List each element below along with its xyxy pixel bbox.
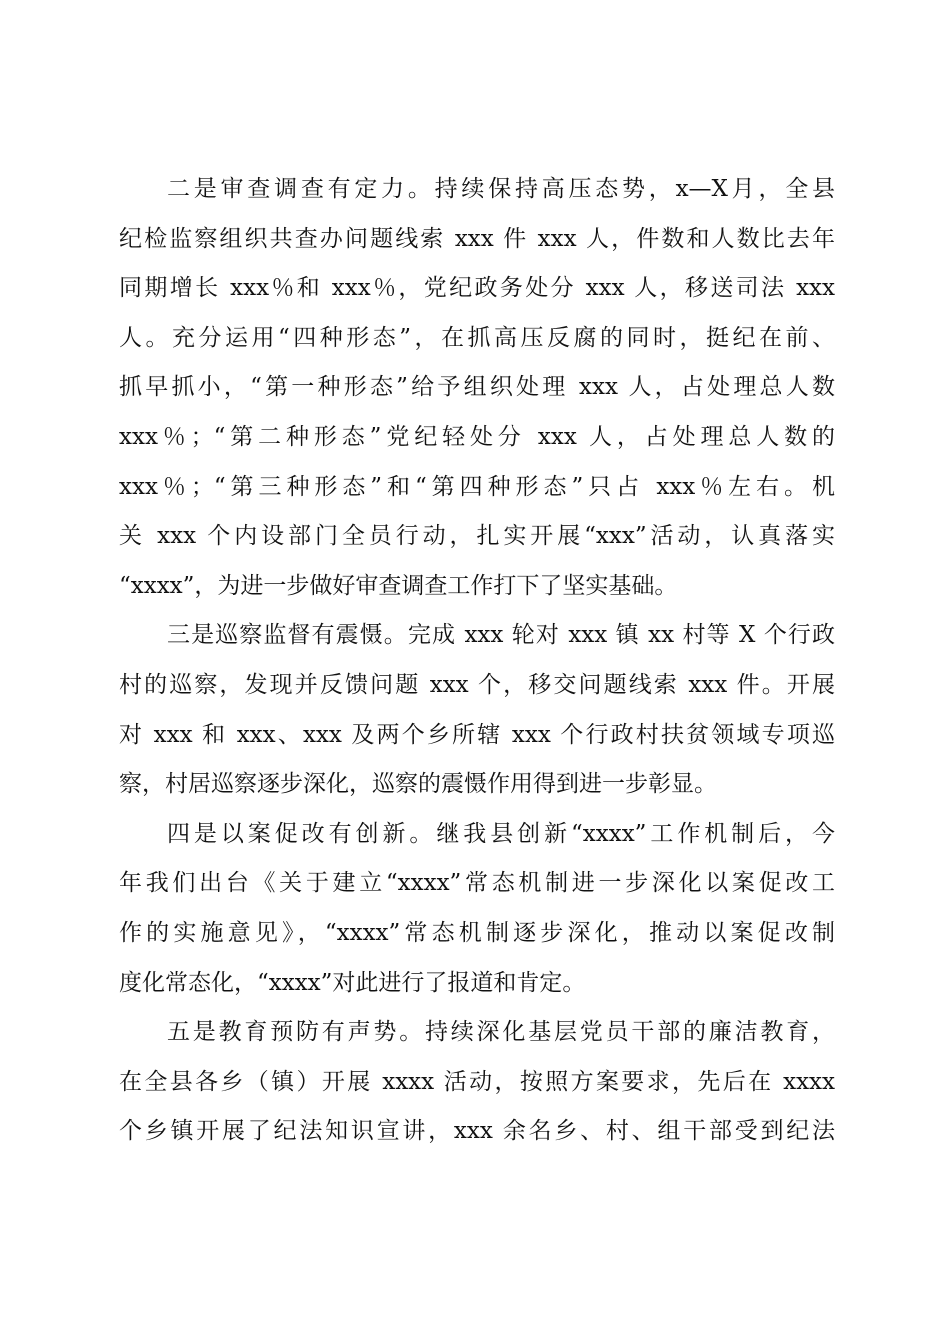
text-line: 度化常态化，“xxxx”对此进行了报道和肯定。 [119,969,586,996]
text-line: xxx％；“第三种形态”和“第四种形态”只占 xxx％左右。机 [119,473,835,500]
paragraph-review-investigation [119,165,835,611]
text-line: 察，村居巡察逐步深化，巡察的震慑作用得到进一步彰显。 [119,771,717,798]
text-line: 三是巡察监督有震慑。完成 xxx 轮对 xxx 镇 xx 村等 X 个行政 [167,622,835,649]
paragraph-inspection-supervision [119,611,835,809]
text-line: 年我们出台《关于建立“xxxx”常态机制进一步深化以案促改工 [119,870,835,897]
text-line: 人。充分运用“四种形态”，在抓高压反腐的同时，挺纪在前、 [119,324,835,351]
text-line: 作的实施意见》，“xxxx”常态机制逐步深化，推动以案促改制 [119,919,835,946]
paragraph-case-reform [119,810,835,1008]
text-line: 四是以案促改有创新。继我县创新“xxxx”工作机制后，今 [167,820,835,847]
text-line: “xxxx”，为进一步做好审查调查工作打下了坚实基础。 [119,572,678,599]
text-line: xxx％；“第二种形态”党纪轻处分 xxx 人，占处理总人数的 [119,423,835,450]
text-line: 在全县各乡（镇）开展 xxxx 活动，按照方案要求，先后在 xxxx [119,1068,835,1095]
text-line: 同期增长 xxx％和 xxx％，党纪政务处分 xxx 人，移送司法 xxx [119,275,835,302]
text-line: 村的巡察，发现并反馈问题 xxx 个，移交问题线索 xxx 件。开展 [119,671,835,698]
paragraph-education-prevention [119,1008,835,1157]
text-line: 二是审查调查有定力。持续保持高压态势，x—X月，全县 [167,176,835,202]
text-line: 对 xxx 和 xxx、xxx 及两个乡所辖 xxx 个行政村扶贫领域专项巡 [119,721,835,748]
text-line: 五是教育预防有声势。持续深化基层党员干部的廉洁教育， [167,1019,835,1046]
text-line: 个乡镇开展了纪法知识宣讲，xxx 余名乡、村、组干部受到纪法 [119,1118,835,1145]
text-line: 纪检监察组织共查办问题线索 xxx 件 xxx 人，件数和人数比去年 [119,225,835,252]
text-line: 关 xxx 个内设部门全员行动，扎实开展“xxx”活动，认真落实 [119,523,835,550]
text-line: 抓早抓小，“第一种形态”给予组织处理 xxx 人，占处理总人数 [119,374,835,401]
document-body [119,165,835,1157]
